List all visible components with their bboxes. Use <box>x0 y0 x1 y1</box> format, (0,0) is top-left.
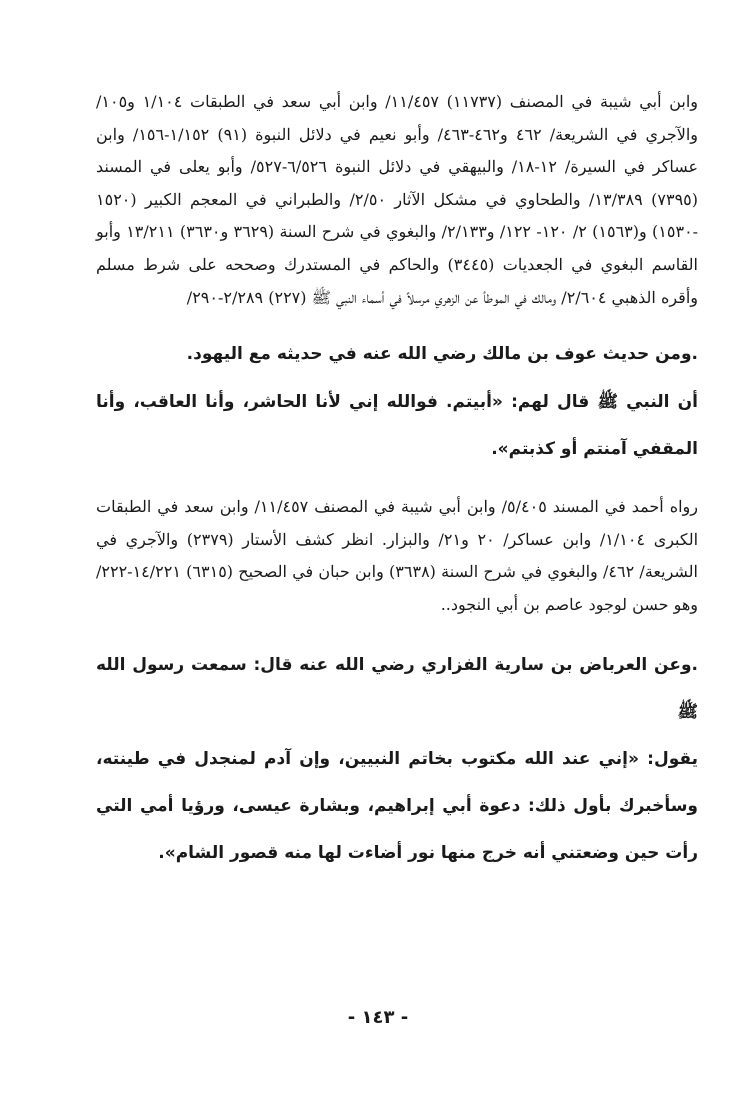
hadith-text: أن النبي ﷺ قال لهم: «أبيتم. فوالله إني لأنا الحاشر، وأنا العاقب، وأنا المقفي آمنتم أو كذبتم». <box>96 392 698 460</box>
hadith-heading: .ومن حديث عوف بن مالك رضي الله عنه في حديثه مع اليهود. <box>186 344 698 365</box>
page-number: - ١٤٣ - <box>347 1007 409 1028</box>
hadith-text: يقول: «إني عند الله مكتوب بخاتم النبيين، وإن آدم لمنجدل في طينته، وسأخبرك بأول ذلك: دعوة أبي إبراهيم، وبشارة عيسى، ورؤيا أمي التي رأت حين وضعتني أنه خرج منها نور أضاءت لها منه قصور الشام». <box>96 748 698 863</box>
reference-paragraph: رواه أحمد في المسند ٥/٤٠٥/ وابن أبي شيبة في المصنف ١١/٤٥٧/ وابن سعد في الطبقات الكبرى ١/١٠٤/ وابن عساكر/ ٢٠ و٢١/ والبزار. انظر كشف الأستار (٢٣٧٩) والآجري في الشريعة/ ٤٦٢/ والبغوي في شرح السنة (٣٦٣٨) وابن حبان في الصحيح (٦٣١٥) ١٤/٢٢١-٢٢٢/ وهو حسن لوجود عاصم بن أبي النجود.. <box>96 497 699 614</box>
hadith-heading: .وعن العرباض بن سارية الفزاري رضي الله عنه قال: سمعت رسول الله ﷺ <box>96 654 698 722</box>
reference-paragraph: وابن أبي شيبة في المصنف (١١٧٣٧) ١١/٤٥٧/ وابن أبي سعد في الطبقات ١/١٠٤ و١٠٥/ والآجري في الشريعة/ ٤٦٢ و٤٦٢-٤٦٣/ وأبو نعيم في دلائل النبوة (٩١) ١/١٥٢-١٥٦/ وابن عساكر في السيرة/ ١٢-١٨/ والبيهقي في دلائل النبوة ٦/٥٢٦-٥٢٧/ وأبو يعلى في المسند (٧٣٩٥) ١٣/٣٨٩/ والطحاوي في مشكل الآثار ٢/٥٠/ والطبراني في المعجم الكبير (١٥٢٠ -١٥٣٠) و(١٥٦٣) ٢/ ١٢٠- ١٢٢/ و٢/١٣٣/ والبغوي في شرح السنة (٣٦٢٩ و٣٦٣٠) ١٣/٢١١ وأبو القاسم البغوي في الجعديات (٣٤٤٥) والحاكم في المستدرك وصححه على شرط مسلم وأقره الذهبي ٢/٦٠٤/ ومالك في الموطأ عن الزهري مرسلاً في أسماء النبي ﷺ (٢٢٧) ٢/٢٨٩-٢٩٠/ <box>96 92 699 307</box>
page-body <box>96 86 698 877</box>
